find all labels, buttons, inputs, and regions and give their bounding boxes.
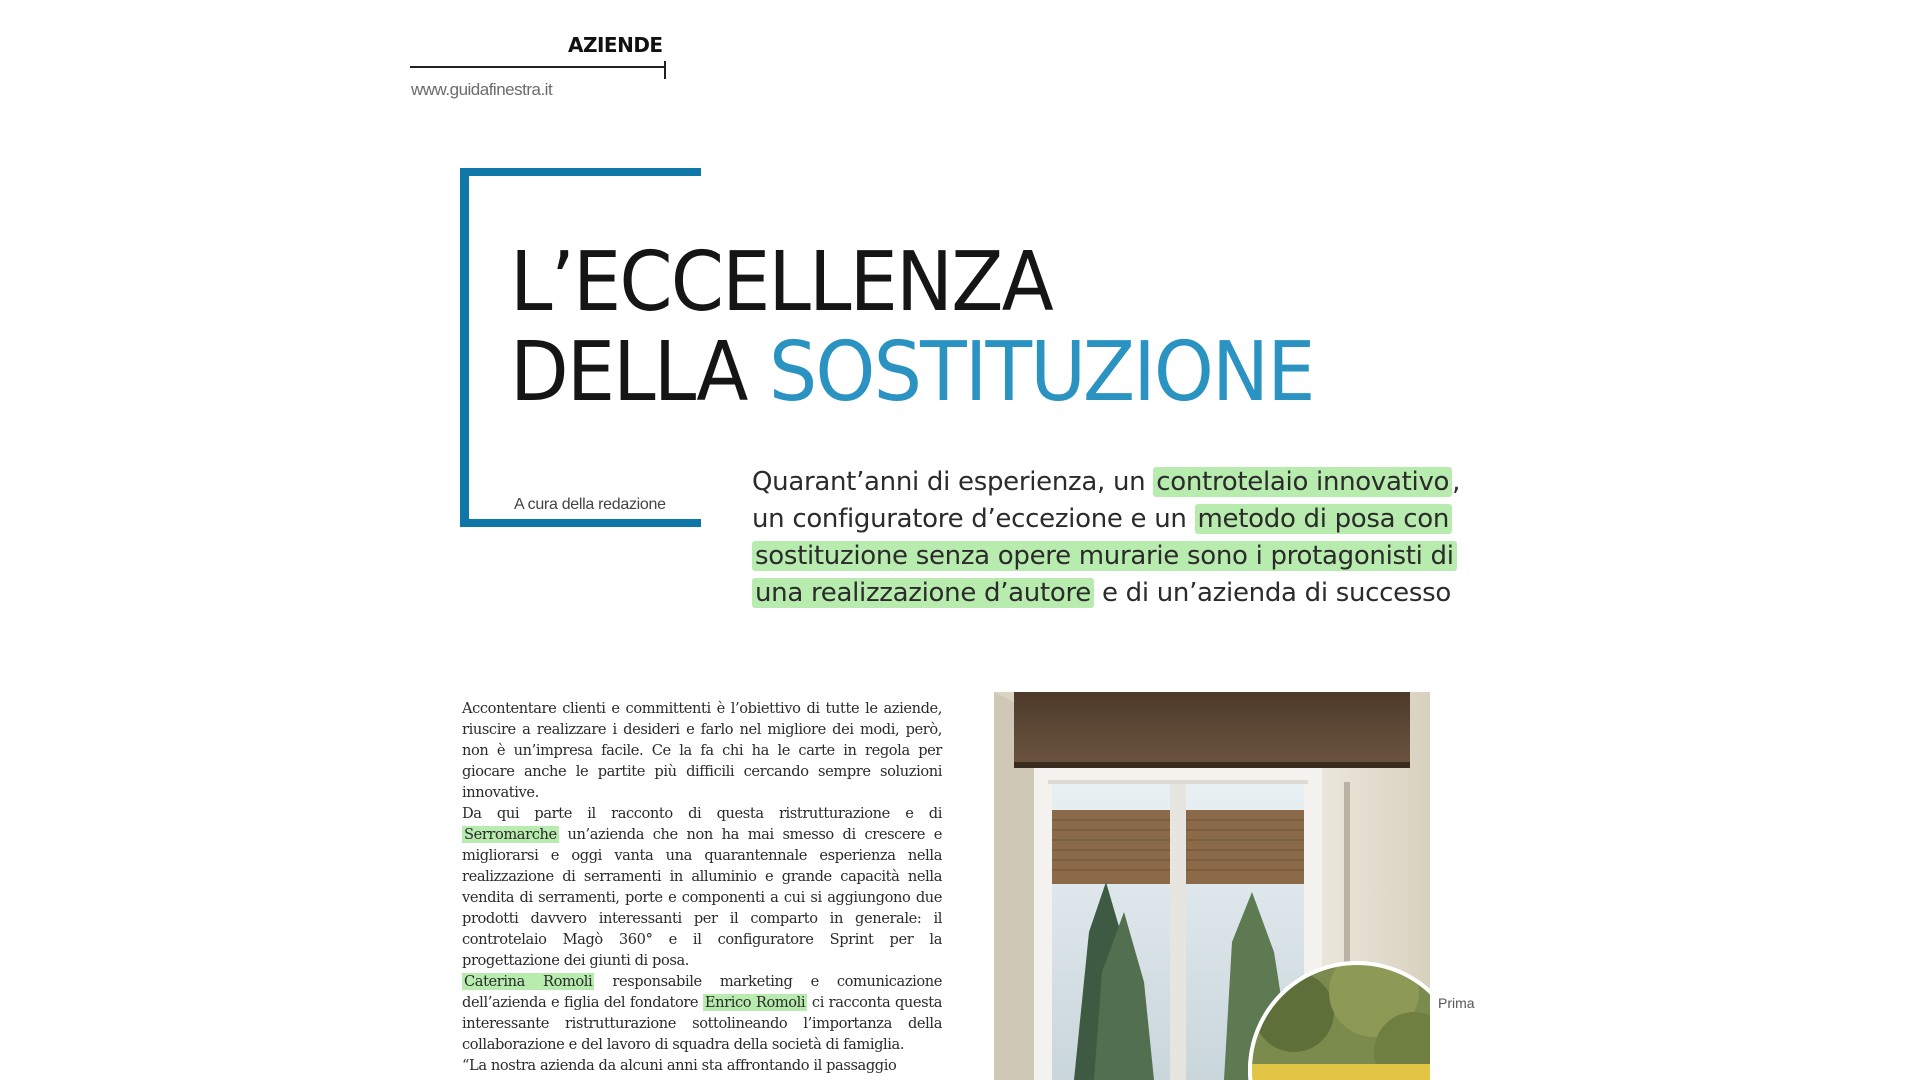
section-rule [410,66,666,68]
body-text [462,698,942,1076]
company-name-highlight: Serromarche [464,826,557,843]
window-photo [994,692,1430,1080]
lead-line-2 [752,501,1512,538]
lead-highlight: sostituzione senza opere murarie sono i protagonisti di [752,541,1457,571]
title-line-2-accent: SOSTITUZIONE [768,325,1314,420]
body-paragraph-4: “La nostra azienda da alcuni anni sta affrontando il passaggio [462,1057,897,1074]
title-line-2 [510,325,1314,420]
title-bracket-top [460,168,701,176]
person-name-highlight: Enrico Romoli [704,994,806,1011]
article-title [510,235,1314,420]
lead-text: un configuratore d’eccezione e un [752,504,1195,534]
title-line-2-plain: DELLA [510,325,769,420]
lead-highlight: una realizzazione d’autore [752,578,1094,608]
body-paragraph-2 [462,803,942,971]
lead-text: e di un’azienda di successo [1094,578,1451,608]
lead-paragraph [752,464,1512,612]
lead-line-4 [752,575,1512,612]
photo-caption: Prima [1438,995,1475,1011]
site-url[interactable]: www.guidafinestra.it [411,80,553,99]
byline: A cura della redazione [514,496,666,513]
lead-text: Quarant’anni di esperienza, un [752,467,1154,497]
lead-highlight: controtelaio innovativo [1153,467,1452,497]
person-name-highlight: Caterina Romoli [464,973,593,990]
body-paragraph-3 [462,971,942,1055]
lead-line-1 [752,464,1512,501]
lead-text: , [1452,467,1461,497]
section-rule-tick [664,61,666,79]
body-span: ci racconta questa interessante ristrutturazione sottolineando l’importanza della collaborazione e del lavoro di squadra della società di famiglia. [462,994,942,1053]
body-span: responsabile marketing e comunicazione dell’azienda e figlia del fondatore [462,973,942,1011]
body-paragraph-1: Accontentare clienti e committenti è l’obiettivo di tutte le aziende, riuscire a realizzare i desideri e farlo nel migliore dei modi, però, non è un’impresa facile. Ce la fa chi ha le carte in regola per giocare anche le partite più difficili cercando sempre soluzioni innovative. [462,700,942,801]
lead-highlight: metodo di posa con [1195,504,1453,534]
lead-line-3 [752,538,1512,575]
title-line-1: L’ECCELLENZA [510,235,1052,330]
section-label: AZIENDE [568,33,663,57]
title-bracket-bottom [460,519,701,527]
window-photo-illustration [994,692,1430,1080]
body-span: Da qui parte il racconto di questa ristrutturazione e di [462,805,942,822]
body-span: un’azienda che non ha mai smesso di crescere e migliorarsi e oggi vanta una quarantennale esperienza nella realizzazione di serramenti in alluminio e grande capacità nella vendita di serramenti, porte e componenti a cui si aggiungono due prodotti davvero interessanti per il comparto in generale: il controtelaio Magò 360° e il configuratore Sprint per la progettazione dei giunti di posa. [462,826,942,969]
